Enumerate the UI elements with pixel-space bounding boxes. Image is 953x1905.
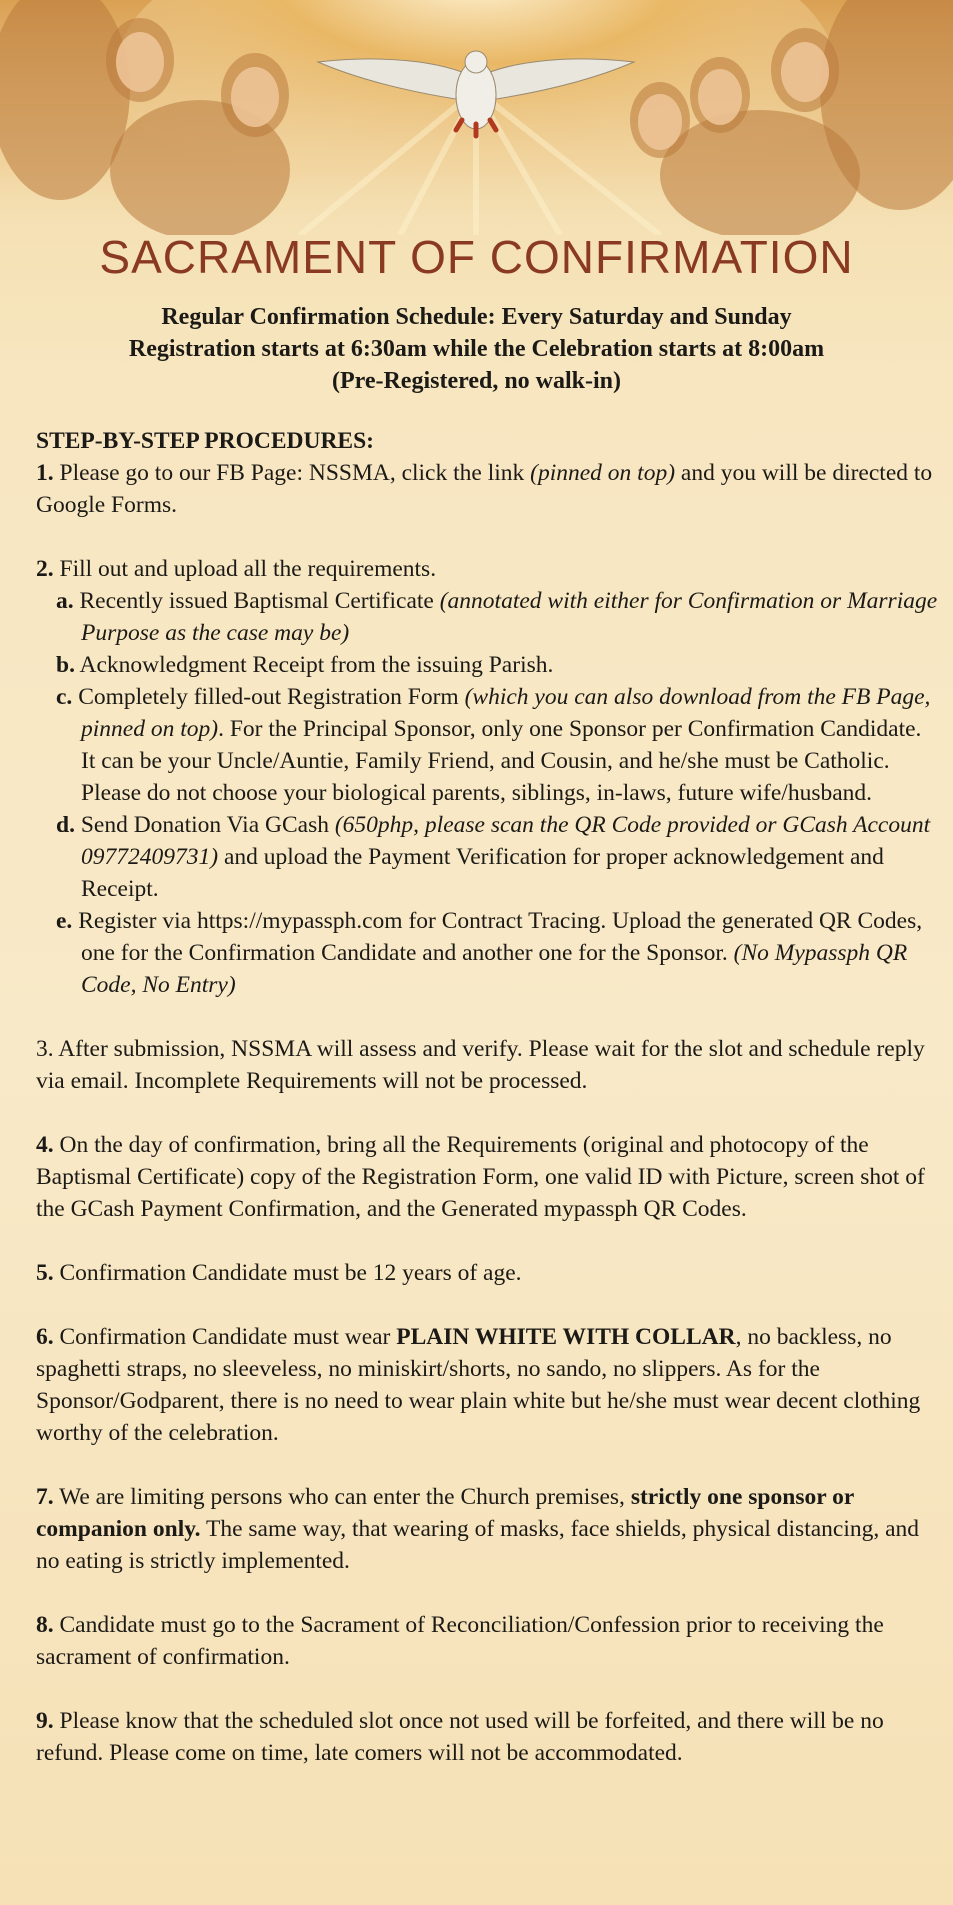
dove-and-angels-icon — [0, 0, 953, 235]
requirement-c — [36, 681, 941, 809]
procedures — [36, 425, 941, 1801]
step-7 — [36, 1481, 941, 1577]
item-text: and upload the Payment Verification for proper acknowledgement and Receipt. — [81, 844, 884, 902]
page-title: SACRAMENT OF CONFIRMATION — [99, 231, 854, 283]
item-text: Register via https://mypassph.com for Contract Tracing. Upload the generated QR Codes, one for the Confirmation Candidate and another one for the Sponsor. — [72, 908, 923, 966]
item-note: (annotated with either for Confirmation or Marriage Purpose as the case may be) — [81, 588, 938, 646]
step-emphasis: PLAIN WHITE WITH COLLAR — [396, 1324, 736, 1350]
schedule-times: Registration starts at 6:30am while the Celebration starts at 8:00am — [128, 336, 825, 362]
step-text: Please go to our FB Page: NSSMA, click the link — [53, 460, 531, 486]
requirement-d — [36, 809, 941, 905]
item-text: Acknowledgment Receipt from the issuing Parish. — [74, 652, 554, 678]
item-note: (which you can also download from the FB Page, pinned on top) — [81, 684, 931, 742]
step-1 — [36, 457, 941, 521]
step-number: 7. — [36, 1484, 54, 1510]
step-text: Candidate must go to the Sacrament of Reconciliation/Confession prior to receiving the sacrament of confirmation. — [36, 1612, 884, 1670]
schedule-block — [0, 301, 953, 397]
item-text: Completely filled-out Registration Form — [72, 684, 465, 710]
item-note: (650php, please scan the QR Code provided or GCash Account 09772409731) — [81, 812, 931, 870]
item-text: . For the Principal Sponsor, only one Sponsor per Confirmation Candidate. It can be your Uncle/Auntie, Family Friend, and Cousin, and he/she must be Catholic. Please do not choose your biological parents, siblings, in-laws, future wife/husband. — [81, 716, 922, 806]
item-text: Recently issued Baptismal Certificate — [73, 588, 440, 614]
item-letter: a. — [56, 588, 74, 614]
step-text: , no backless, no spaghetti straps, no sleeveless, no miniskirt/shorts, no sando, no slippers. As for the Sponsor/Godparent, there is no need to wear plain white but he/she must wear decent clothing worthy of the celebration. — [36, 1324, 921, 1446]
step-text: After submission, NSSMA will assess and verify. Please wait for the slot and schedule reply via email. Incomplete Requirements will not be processed. — [36, 1036, 925, 1094]
step-number: 2. — [36, 556, 54, 582]
step-6 — [36, 1321, 941, 1449]
item-letter: b. — [56, 652, 75, 678]
step-number: 1. — [36, 460, 54, 486]
step-number: 6. — [36, 1324, 54, 1350]
item-letter: e. — [56, 908, 73, 934]
step-text: The same way, that wearing of masks, face shields, physical distancing, and no eating is strictly implemented. — [36, 1516, 920, 1574]
requirement-b — [36, 649, 941, 681]
step-2 — [36, 553, 941, 1001]
item-letter: c. — [56, 684, 73, 710]
step-text: On the day of confirmation, bring all the Requirements (original and photocopy of the Baptismal Certificate) copy of the Registration Form, one valid ID with Picture, screen shot of the GCash Payment Confirmation, and the Generated mypassph QR Codes. — [36, 1132, 925, 1222]
item-text: Send Donation Via GCash — [74, 812, 335, 838]
header-artwork — [0, 0, 953, 235]
step-text: Please know that the scheduled slot once not used will be forfeited, and there will be no refund. Please come on time, late comers will not be accommodated. — [36, 1708, 884, 1766]
step-8 — [36, 1609, 941, 1673]
schedule-days: Regular Confirmation Schedule: Every Saturday and Sunday — [161, 304, 792, 330]
step-number: 9. — [36, 1708, 54, 1734]
step-text: We are limiting persons who can enter the Church premises, — [53, 1484, 631, 1510]
step-4 — [36, 1129, 941, 1225]
item-note: (No Mypassph QR Code, No Entry) — [81, 940, 908, 998]
step-text: Fill out and upload all the requirements. — [53, 556, 437, 582]
step-number: 8. — [36, 1612, 54, 1638]
step-number: 5. — [36, 1260, 54, 1286]
step-emphasis: strictly one sponsor or companion only. — [36, 1484, 854, 1542]
step-number: 4. — [36, 1132, 54, 1158]
item-letter: d. — [56, 812, 75, 838]
step-9 — [36, 1705, 941, 1769]
requirement-a — [36, 585, 941, 649]
step-note: (pinned on top) — [530, 460, 676, 486]
schedule-note: (Pre-Registered, no walk-in) — [331, 368, 622, 394]
step-text: and you will be directed to Google Forms. — [36, 460, 933, 518]
step-3 — [36, 1033, 941, 1097]
step-number: 3. — [36, 1036, 54, 1062]
requirement-e — [36, 905, 941, 1001]
procedures-heading: STEP-BY-STEP PROCEDURES: — [36, 428, 374, 454]
step-text: Confirmation Candidate must be 12 years of age. — [53, 1260, 522, 1286]
step-5 — [36, 1257, 941, 1289]
step-text: Confirmation Candidate must wear — [53, 1324, 397, 1350]
